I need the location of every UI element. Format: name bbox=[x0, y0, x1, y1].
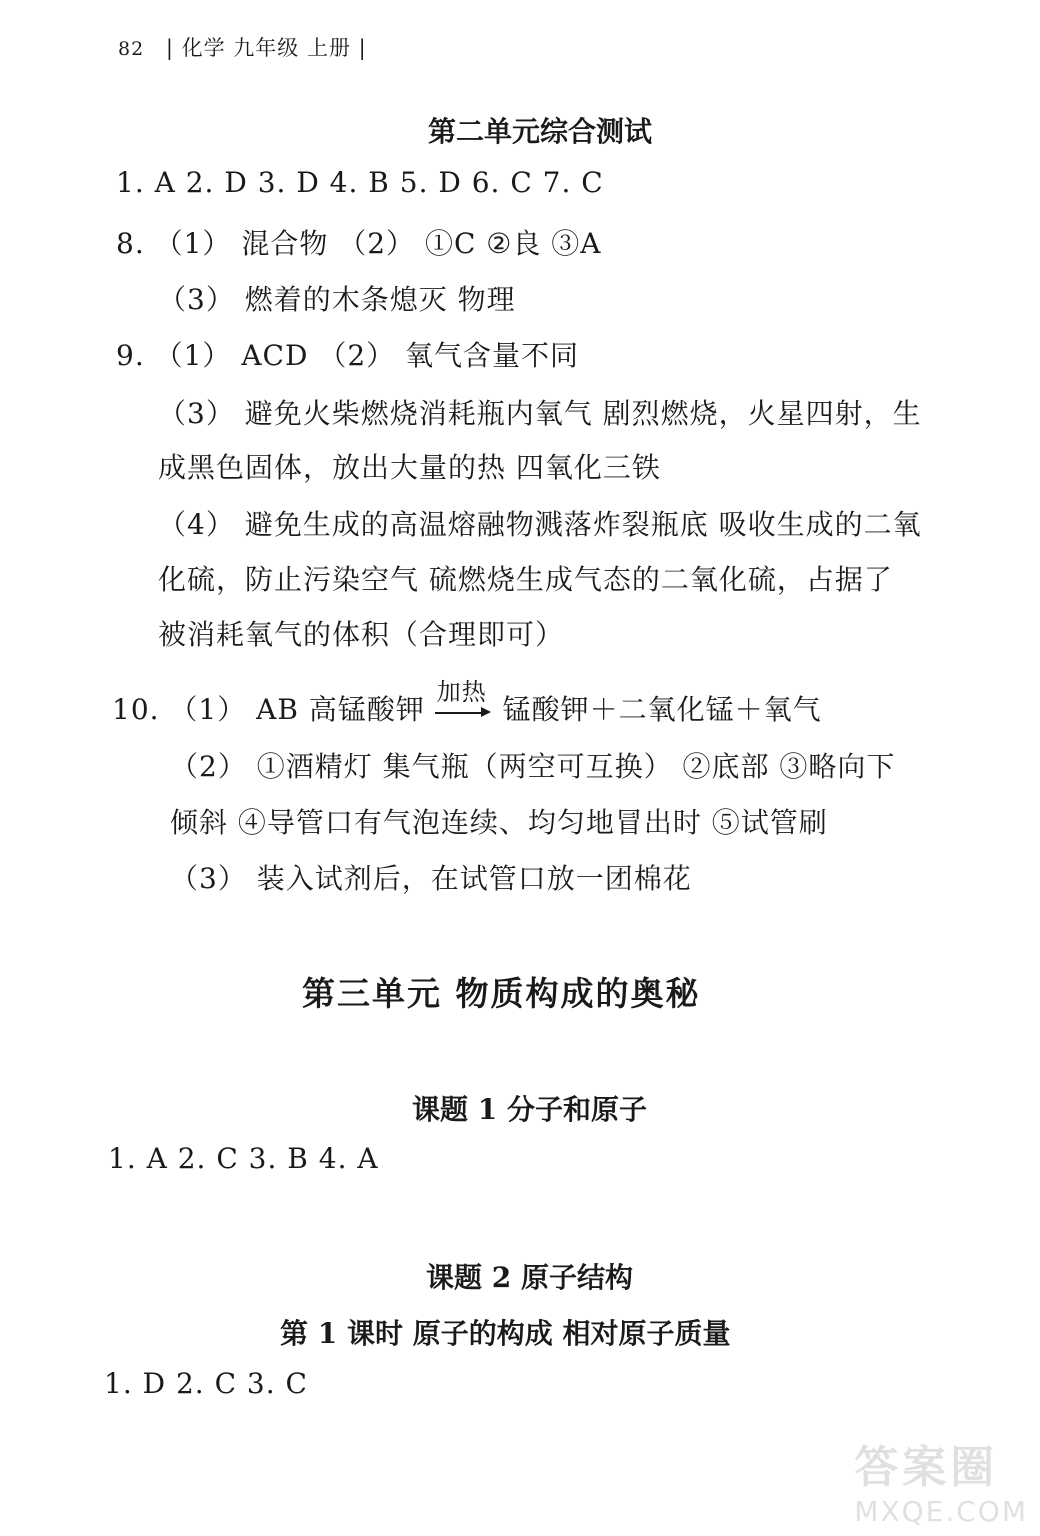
arrow-label: 加热 bbox=[436, 677, 487, 706]
unit2-line-6: 成黑色固体，放出大量的热 四氧化三铁 bbox=[158, 451, 661, 484]
unit2-line-3: （3） 燃着的木条熄灭 物理 bbox=[158, 283, 516, 316]
q10-line-1: （2） ①酒精灯 集气瓶（两空可互换） ②底部 ③略向下 bbox=[170, 750, 896, 783]
lesson-title: 第 1 课时 原子的构成 相对原子质量 bbox=[280, 1317, 731, 1350]
page-header bbox=[118, 32, 367, 62]
unit2-line-4: 9. （1） ACD （2） 氧气含量不同 bbox=[116, 339, 580, 372]
topic1-title: 课题 1 分子和原子 bbox=[412, 1093, 647, 1126]
book-title: | 化学 九年级 上册 | bbox=[165, 36, 367, 60]
topic2-answers: 1. D 2. C 3. C bbox=[104, 1367, 308, 1400]
watermark-logo: 答案圈 MXQE.COM bbox=[854, 1442, 1028, 1528]
unit2-line-8: 化硫，防止污染空气 硫燃烧生成气态的二氧化硫，占据了 bbox=[158, 563, 893, 596]
topic2-title: 课题 2 原子结构 bbox=[426, 1261, 633, 1294]
unit2-line-2: 8. （1） 混合物 （2） ①C ②良 ③A bbox=[116, 227, 602, 260]
q10-prefix: 10. （1） AB 高锰酸钾 bbox=[112, 693, 425, 726]
unit2-line-7: （4） 避免生成的高温熔融物溅落炸裂瓶底 吸收生成的二氧 bbox=[158, 508, 922, 541]
unit3-title: 第三单元 物质构成的奥秘 bbox=[302, 974, 701, 1013]
unit2-line-1: 1. A 2. D 3. D 4. B 5. D 6. C 7. C bbox=[116, 166, 604, 199]
q10-line-3: （3） 装入试剂后，在试管口放一团棉花 bbox=[170, 862, 692, 895]
reaction-arrow-icon bbox=[435, 677, 493, 726]
q10-line-2: 倾斜 ④导管口有气泡连续、均匀地冒出时 ⑤试管刷 bbox=[170, 806, 828, 839]
unit2-line-5: （3） 避免火柴燃烧消耗瓶内氧气 剧烈燃烧，火星四射，生 bbox=[158, 397, 922, 430]
q10-suffix: 锰酸钾＋二氧化锰＋氧气 bbox=[502, 693, 822, 726]
topic1-answers: 1. A 2. C 3. B 4. A bbox=[108, 1142, 379, 1175]
unit2-title: 第二单元综合测试 bbox=[428, 115, 653, 148]
q10-equation bbox=[112, 677, 822, 728]
unit2-line-9: 被消耗氧气的体积（合理即可） bbox=[158, 618, 565, 651]
page-number: 82 bbox=[118, 38, 145, 60]
